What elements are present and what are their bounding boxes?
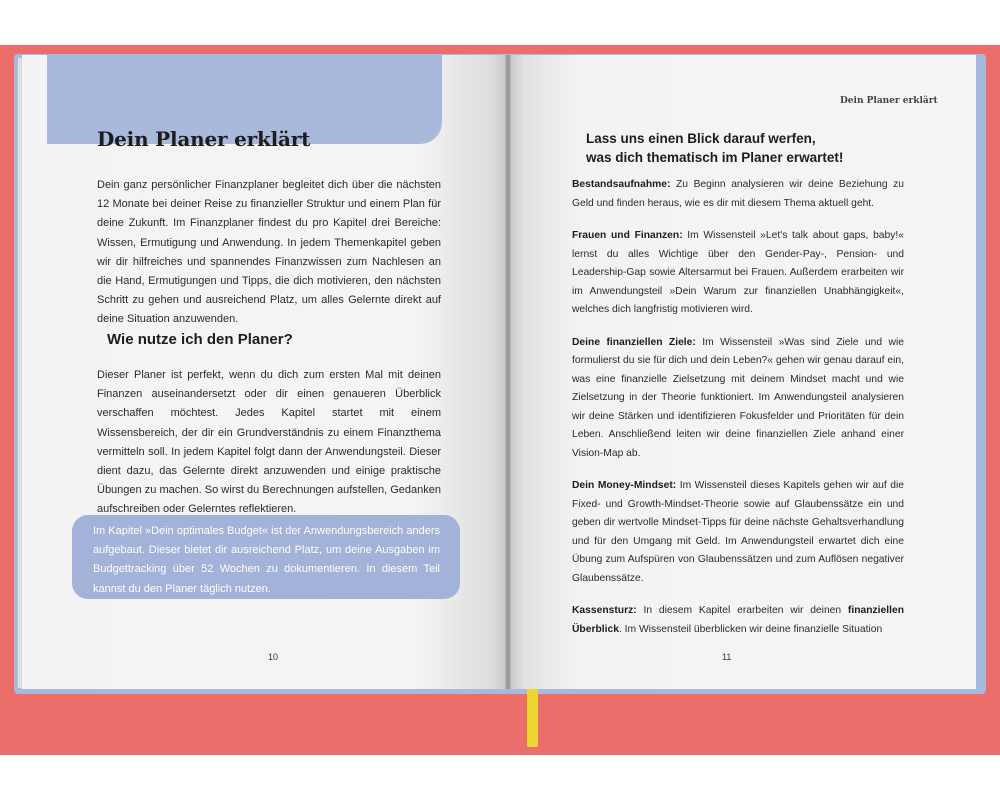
page-title: Dein Planer erklärt [97,127,311,151]
topic-text: . Im Wissensteil überblicken wir deine finanzielle Situation [618,623,883,635]
callout-text: Im Kapitel »Dein optimales Budget« ist der Anwendungsbereich anders aufgebaut. Dieser bietet dir ausreichend Platz, um deine Ausgaben im Budgettracking über 52 Wochen zu dokumentieren. In diesem Teil kannst du den Planer täglich nutzen. [93,525,440,595]
topic-item [572,227,904,320]
topic-item [572,477,904,588]
topic-item [572,176,904,213]
topic-label: Dein Money-Mindset: [572,480,677,491]
section-heading: Wie nutze ich den Planer? [107,331,293,348]
topic-text: Im Wissensteil »Let's talk about gaps, baby!« lernst du alles Wichtige über den Gender-Pay-, Pension- und Leadership-Gap sowie Altersarmut bei Frauen. Außerdem erarbeiten wir im Anwendungsteil »Dein Warum zur finanziellen Unabhängigkeit«, welches dich langfristig motivieren wird. [572,230,904,315]
topic-text: In diesem Kapitel erarbeiten wir deinen [636,605,848,616]
topic-list [572,176,904,653]
ribbon-bookmark [527,689,538,747]
topic-label: Frauen und Finanzen: [572,230,683,241]
topic-emphasis: finanziellen Überblick [572,605,904,635]
book-gutter [505,55,511,689]
topic-label: Kassensturz: [572,605,637,616]
topic-label: Bestandsaufnahme: [572,179,671,190]
page-number-left: 10 [268,652,279,662]
topic-item [572,602,904,639]
title-line-2: was dich thematisch im Planer erwartet! [586,150,844,165]
running-head: Dein Planer erklärt [840,96,938,106]
page-number-right: 11 [722,652,732,662]
body-paragraph: Dieser Planer ist perfekt, wenn du dich zum ersten Mal mit deinen Finanzen auseinandersetzt oder dir einen genaueren Überblick verschaffen möchtest. Jedes Kapitel startet mit einem Wissensbereich, der dir ein Grundverständnis zu einem Finanzthema vermitteln soll. In jedem Kapitel folgt dann der Anwendungsteil. Dieser dient dazu, das Gelernte direkt anzuwenden und einige praktische Übungen zu machen. So wirst du Berechnungen aufstellen, Gedanken aufschreiben oder Gelerntes reflektieren. [97,369,441,516]
info-callout [72,515,460,599]
left-page [22,55,506,689]
topic-text: Im Wissensteil dieses Kapitels gehen wir auf die Fixed- und Growth-Mindset-Theorie sowie auf Glaubenssätze ein und geben dir wertvolle Mindset-Tipps für deine nächste Gehaltsverhandlung und für den Umgang mit Geld. Im Anwendungsteil erwartet dich eine Übung zum Aufspüren von Glaubenssätzen und zum Auflösen negativer Glaubenssätze. [572,480,904,584]
topic-text: Zu Beginn analysieren wir deine Beziehung zu Geld und finden heraus, wie es dir mit diesem Thema aktuell geht. [572,179,904,209]
right-page [510,55,976,689]
intro-paragraph: Dein ganz persönlicher Finanzplaner begleitet dich über die nächsten 12 Monate bei deiner Reise zu finanzieller Struktur und einem Plan für deine Zukunft. Im Finanzplaner findest du pro Kapitel drei Bereiche: Wissen, Ermutigung und Anwendung. In jedem Themenkapitel geben wir dir hilfreiches und spannendes Finanzwissen zum Nachlesen an die Hand, Ermutigungen und Tipps, die dich motivieren, den nächsten Schritt zu gehen und ausreichend Platz, um alles Gelernte direkt auf deine Situation anzuwenden. [97,179,441,326]
title-line-1: Lass uns einen Blick darauf werfen, [586,131,816,146]
topic-label: Deine finanziellen Ziele: [572,336,696,348]
right-page-title [586,129,843,167]
topic-item [572,334,904,464]
topic-text: Im Wissensteil »Was sind Ziele und wie formulierst du sie für dich und dein Leben?« gehen wir genau darauf ein, was eine finanzielle Zielsetzung mit deinem Mindset macht und wie Zielsetzung in der Theorie funktioniert. Im Anwendungsteil analysieren wir deine Stärken und identifizieren Fokusfelder und Prioritäten für dein Leben. Anschließend leiten wir deine finanziellen Ziele anhand einer Vision-Map ab. [572,336,904,459]
